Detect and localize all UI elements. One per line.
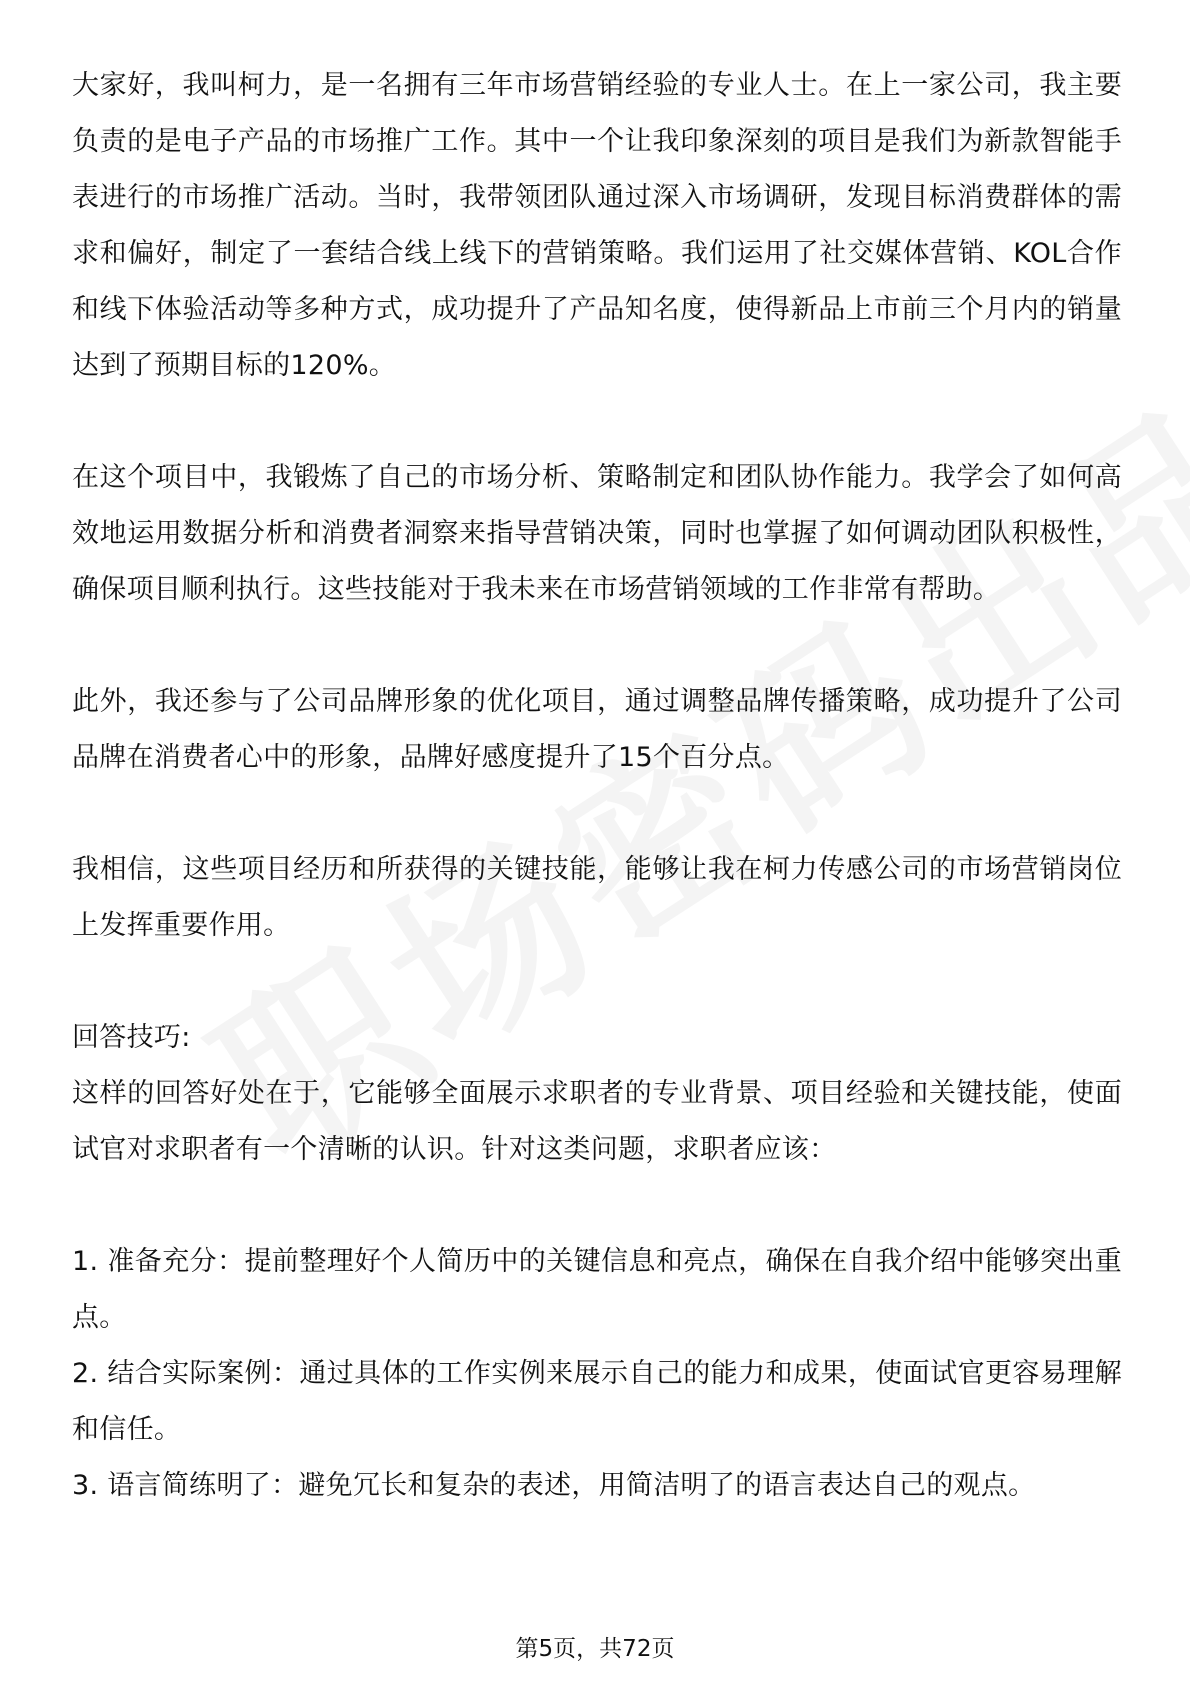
page-number: 第5页，共72页 — [515, 1636, 675, 1662]
paragraph-brand: 此外，我还参与了公司品牌形象的优化项目，通过调整品牌传播策略，成功提升了公司品牌在消费者心中的形象，品牌好感度提升了15个百分点。 — [72, 686, 1122, 773]
paragraph-gap — [72, 618, 1122, 674]
paragraph-conclusion: 我相信，这些项目经历和所获得的关键技能，能够让我在柯力传感公司的市场营销岗位上发挥重要作用。 — [72, 854, 1122, 941]
document-body — [72, 58, 1122, 1514]
tips-intro: 这样的回答好处在于，它能够全面展示求职者的专业背景、项目经验和关键技能，使面试官对求职者有一个清晰的认识。针对这类问题，求职者应该： — [72, 1078, 1122, 1165]
tip-item-1: 1. 准备充分：提前整理好个人简历中的关键信息和亮点，确保在自我介绍中能够突出重点。 — [72, 1246, 1122, 1333]
paragraph-gap — [72, 1178, 1122, 1234]
paragraph-gap — [72, 954, 1122, 1010]
paragraph-intro: 大家好，我叫柯力，是一名拥有三年市场营销经验的专业人士。在上一家公司，我主要负责的是电子产品的市场推广工作。其中一个让我印象深刻的项目是我们为新款智能手表进行的市场推广活动。当时，我带领团队通过深入市场调研，发现目标消费群体的需求和偏好，制定了一套结合线上线下的营销策略。我们运用了社交媒体营销、KOL合作和线下体验活动等多种方式，成功提升了产品知名度，使得新品上市前三个月内的销量达到了预期目标的120%。 — [72, 70, 1122, 381]
paragraph-skills: 在这个项目中，我锻炼了自己的市场分析、策略制定和团队协作能力。我学会了如何高效地运用数据分析和消费者洞察来指导营销决策，同时也掌握了如何调动团队积极性，确保项目顺利执行。这些技能对于我未来在市场营销领域的工作非常有帮助。 — [72, 462, 1122, 605]
paragraph-gap — [72, 394, 1122, 450]
tip-item-3: 3. 语言简练明了：避免冗长和复杂的表述，用简洁明了的语言表达自己的观点。 — [72, 1470, 1036, 1501]
tip-item-2: 2. 结合实际案例：通过具体的工作实例来展示自己的能力和成果，使面试官更容易理解和信任。 — [72, 1358, 1122, 1445]
tips-heading: 回答技巧: — [72, 1022, 191, 1053]
paragraph-gap — [72, 786, 1122, 842]
